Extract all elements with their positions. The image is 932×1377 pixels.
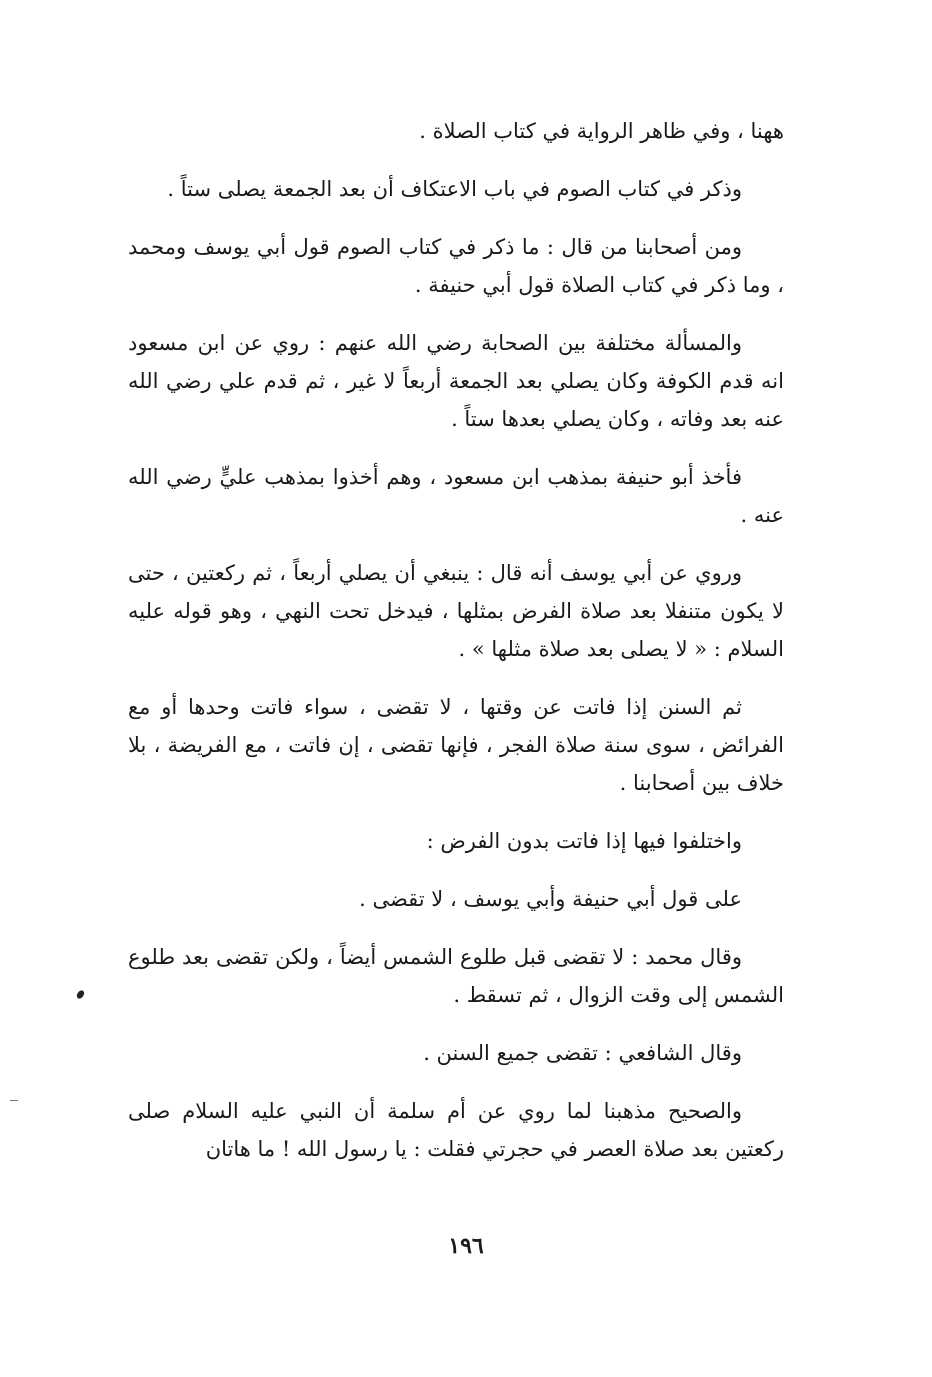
- page-number: ١٩٦: [448, 1233, 484, 1259]
- paragraph-10: وقال محمد : لا تقضى قبل طلوع الشمس أيضاً ، ولكن تقضى بعد طلوع الشمس إلى وقت الزوال ، ثم تسقط .: [128, 945, 784, 1007]
- paragraph-6: وروي عن أبي يوسف أنه قال : ينبغي أن يصلي أربعاً ، ثم ركعتين ، حتى لا يكون متنفلا بعد صلاة الفرض بمثلها ، فيدخل تحت النهي ، وهو قوله عليه السلام : « لا يصلى بعد صلاة مثلها » .: [128, 561, 784, 661]
- paragraph-8: واختلفوا فيها إذا فاتت بدون الفرض :: [426, 829, 742, 853]
- ink-spot: [75, 989, 85, 1000]
- paragraph-3: ومن أصحابنا من قال : ما ذكر في كتاب الصوم قول أبي يوسف ومحمد ، وما ذكر في كتاب الصلاة قول أبي حنيفة .: [128, 235, 784, 297]
- paragraph-2: وذكر في كتاب الصوم في باب الاعتكاف أن بعد الجمعة يصلى ستاً .: [167, 177, 742, 201]
- margin-tick: [10, 1100, 18, 1101]
- body-text: [128, 112, 784, 1188]
- paragraph-5: فأخذ أبو حنيفة بمذهب ابن مسعود ، وهم أخذوا بمذهب عليٍّ رضي الله عنه .: [128, 465, 784, 527]
- paragraph-1: ههنا ، وفي ظاهر الرواية في كتاب الصلاة .: [419, 119, 784, 143]
- paragraph-4: والمسألة مختلفة بين الصحابة رضي الله عنهم : روي عن ابن مسعود انه قدم الكوفة وكان يصلي بعد الجمعة أربعاً لا غير ، ثم قدم علي رضي الله عنه بعد وفاته ، وكان يصلي بعدها ستاً .: [128, 331, 784, 431]
- paragraph-11: وقال الشافعي : تقضى جميع السنن .: [423, 1041, 742, 1065]
- paragraph-9: على قول أبي حنيفة وأبي يوسف ، لا تقضى .: [359, 887, 742, 911]
- paragraph-12: والصحيح مذهبنا لما روي عن أم سلمة أن النبي عليه السلام صلى ركعتين بعد صلاة العصر في حجرتي فقلت : يا رسول الله ! ما هاتان: [128, 1099, 784, 1161]
- paragraph-7: ثم السنن إذا فاتت عن وقتها ، لا تقضى ، سواء فاتت وحدها أو مع الفرائض ، سوى سنة صلاة الفجر ، فإنها تقضى ، إن فاتت ، مع الفريضة ، بلا خلاف بين أصحابنا .: [128, 695, 784, 795]
